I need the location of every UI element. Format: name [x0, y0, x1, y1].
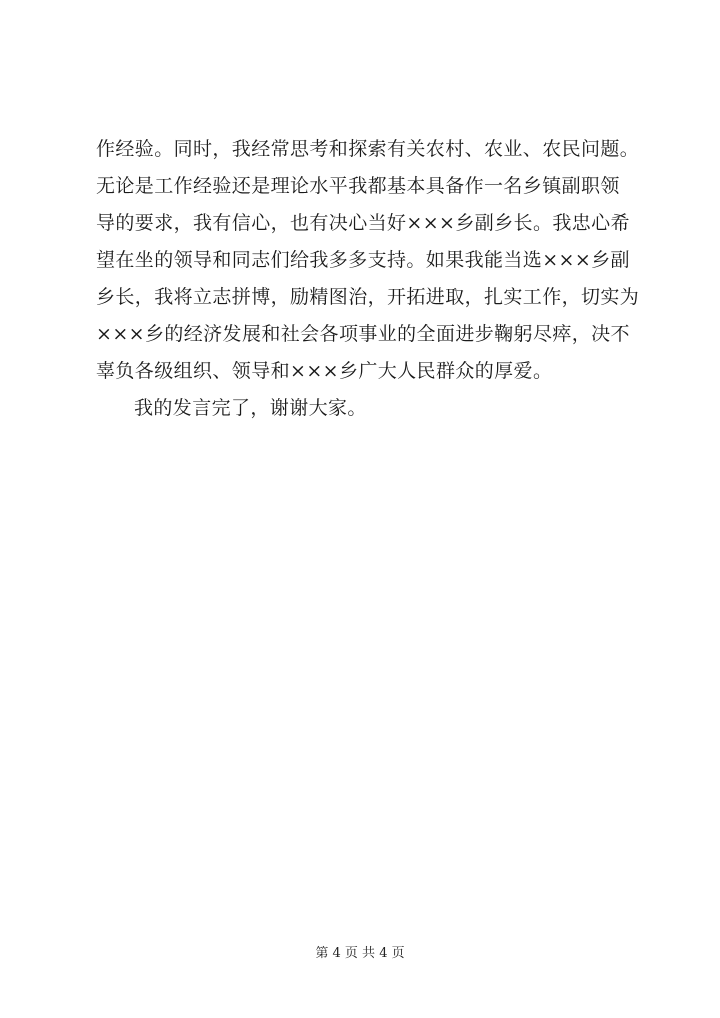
- paragraph-line: 导的要求，我有信心，也有决心当好×××乡副乡长。我忠心希: [96, 212, 630, 234]
- paragraph-line: 作经验。同时，我经常思考和探索有关农村、农业、农民问题。: [96, 138, 640, 160]
- paragraph-line: 望在坐的领导和同志们给我多多支持。如果我能当选×××乡副: [96, 249, 630, 271]
- closing-line: 我的发言完了，谢谢大家。: [134, 397, 367, 419]
- paragraph-line: ×××乡的经济发展和社会各项事业的全面进步鞠躬尽瘁，决不: [96, 323, 630, 345]
- page-number-footer: 第 4 页 共 4 页: [315, 946, 405, 961]
- paragraph-line: 辜负各级组织、领导和×××乡广大人民群众的厚爱。: [96, 360, 553, 382]
- paragraph-line: 乡长，我将立志拼博，励精图治，开拓进取，扎实工作，切实为: [96, 286, 640, 308]
- document-body: [96, 131, 656, 427]
- paragraph-line: 无论是工作经验还是理论水平我都基本具备作一名乡镇副职领: [96, 175, 620, 197]
